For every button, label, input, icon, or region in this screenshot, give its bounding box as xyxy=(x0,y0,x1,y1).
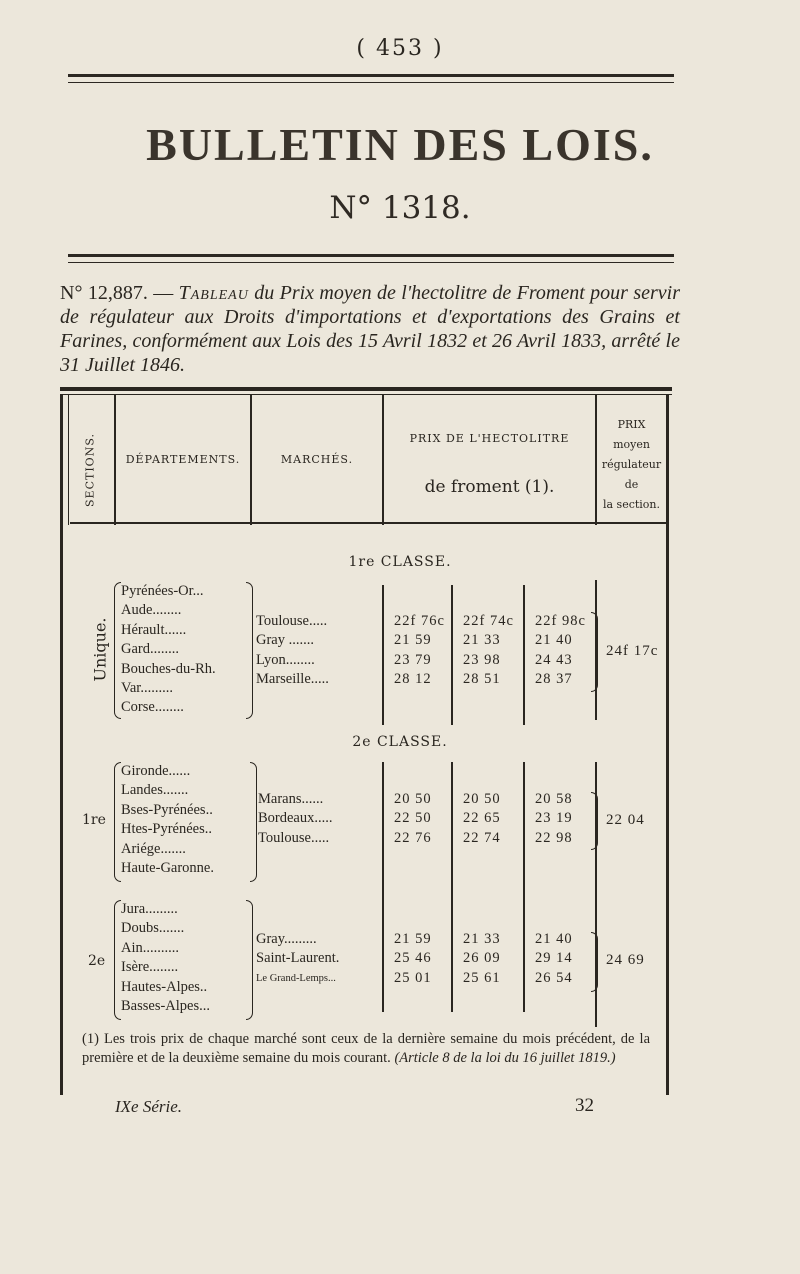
class-2-label: 2e CLASSE. xyxy=(352,734,448,750)
header-sections: SECTIONS. xyxy=(83,433,97,507)
header-marches: MARCHÉS. xyxy=(280,453,354,466)
regulateur-class2-s1: 22 04 xyxy=(606,812,645,828)
header-regulateur: PRIX moyen régulateur de la section. xyxy=(601,418,662,511)
dept-list-class1: Pyrénées-Or... Aude........ Hérault...... Gard........ Bouches-du-Rh. Var......... Corse........ xyxy=(121,583,216,716)
regulateur-class1: 24f 17c xyxy=(606,643,659,659)
regulateur-class2-s2: 24 69 xyxy=(606,952,645,968)
prix-col3-class2-s2: 21 40 29 14 26 54 xyxy=(535,931,573,986)
footnote-citation: (Article 8 de la loi du 16 juillet 1819.) xyxy=(394,1050,616,1066)
header-prix: PRIX DE L'HECTOLITRE xyxy=(409,432,570,445)
decree-number: N° 12,887. — xyxy=(60,282,174,304)
decree-heading xyxy=(60,281,680,377)
title-rule xyxy=(68,254,674,263)
prix-col1-class2-s1: 20 50 22 50 22 76 xyxy=(394,791,432,846)
series-label: IXe Série. xyxy=(115,1097,183,1116)
prix-col2-class1: 22f 74c 21 33 23 98 28 51 xyxy=(463,613,514,688)
marches-class2-s1: Marans...... Bordeaux..... Toulouse..... xyxy=(258,791,333,846)
prix-col3-class1: 22f 98c 21 40 24 43 28 37 xyxy=(535,613,586,688)
footnote xyxy=(82,1030,650,1068)
section-2e: 2e xyxy=(88,953,106,969)
prix-col1-class1: 22f 76c 21 59 23 79 28 12 xyxy=(394,613,445,688)
top-rule xyxy=(68,74,674,83)
marches-class1: Toulouse..... Gray ....... Lyon........ Marseille..... xyxy=(256,613,329,688)
prix-col3-class2-s1: 20 58 23 19 22 98 xyxy=(535,791,573,846)
header-prix-sub: de froment (1). xyxy=(424,477,555,497)
class-1-label: 1re CLASSE. xyxy=(348,554,452,570)
section-1re: 1re xyxy=(82,812,106,828)
prix-col2-class2-s2: 21 33 26 09 25 61 xyxy=(463,931,501,986)
footnote-text: (1) Les trois prix de chaque marché sont ceux de la dernière semaine du mois précédent, de la première et de la deuxième semaine du mois courant. xyxy=(82,1031,650,1066)
prix-col1-class2-s2: 21 59 25 46 25 01 xyxy=(394,931,432,986)
bulletin-number: N° 1318. xyxy=(329,190,471,226)
dept-list-class2-s1: Gironde...... Landes....... Bses-Pyrénées.. Htes-Pyrénées.. Ariége....... Haute-Garonne. xyxy=(121,763,214,877)
dept-list-class2-s2: Jura......... Doubs....... Ain.......... Isère........ Hautes-Alpes.. Basses-Alpes... xyxy=(121,901,211,1015)
decree-label: Tableau xyxy=(178,282,249,304)
prix-col2-class2-s1: 20 50 22 65 22 74 xyxy=(463,791,501,846)
decree-text: du Prix moyen de l'hectolitre de Froment pour servir de régulateur aux Droits d'importations et d'exportations des Grains et Farines, conformément aux Lois des 15 Avril 1832 et 26 Avril 1833, arrêté le 31 Juillet 1846. xyxy=(60,282,681,376)
marches-class2-s2: Gray......... Saint-Laurent. Le Grand-Lemps... xyxy=(256,931,340,984)
signature-mark: 32 xyxy=(575,1095,594,1116)
page-number: ( 453 ) xyxy=(356,36,444,61)
header-departements: DÉPARTEMENTS. xyxy=(125,453,241,466)
bulletin-title: BULLETIN DES LOIS. xyxy=(146,119,654,170)
section-unique: Unique. xyxy=(90,617,110,682)
